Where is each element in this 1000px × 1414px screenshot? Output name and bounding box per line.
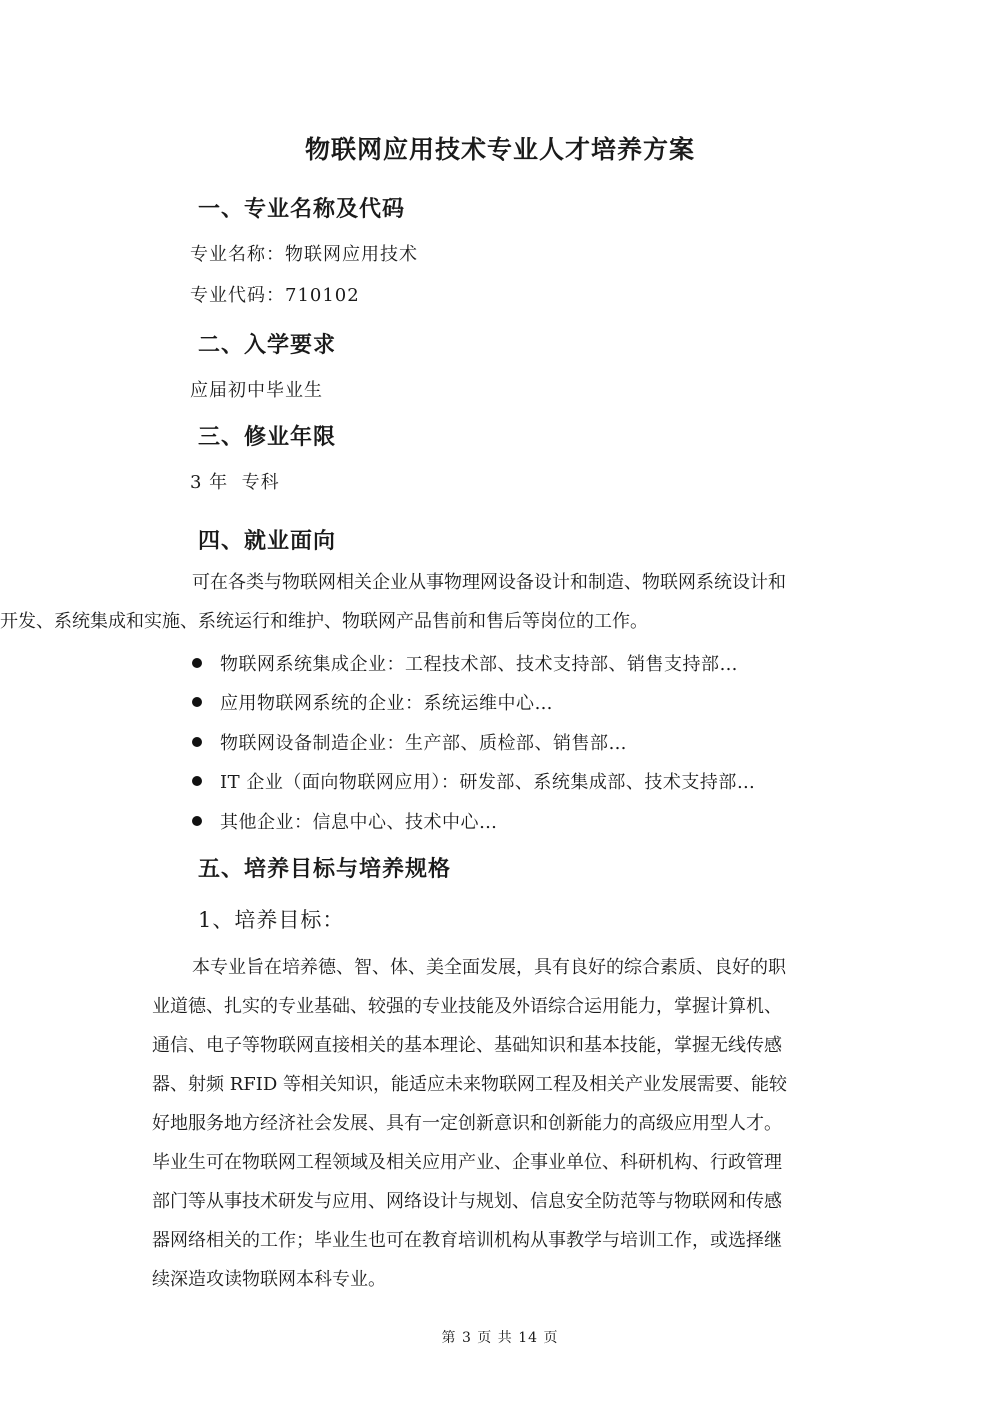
paragraph-line: 器网络相关的工作；毕业生也可在教育培训机构从事教学与培训工作，或选择继 bbox=[152, 1230, 782, 1251]
section-heading-3: 三、修业年限 bbox=[198, 425, 337, 450]
paragraph-line: 器、射频 RFID 等相关知识，能适应未来物联网工程及相关产业发展需要、能较 bbox=[152, 1074, 788, 1095]
paragraph-line: 可在各类与物联网相关企业从事物理网设备设计和制造、物联网系统设计和 bbox=[192, 572, 786, 593]
employment-paragraph bbox=[0, 563, 850, 641]
paragraph-line: 通信、电子等物联网直接相关的基本理论、基础知识和基本技能，掌握无线传感 bbox=[152, 1035, 782, 1056]
paragraph-line: 部门等从事技术研发与应用、网络设计与规划、信息安全防范等与物联网和传感 bbox=[152, 1191, 782, 1212]
document-title: 物联网应用技术专业人才培养方案 bbox=[304, 135, 695, 164]
sub-heading: 1、培养目标： bbox=[198, 908, 345, 932]
list-item-text: 其他企业：信息中心、技术中心… bbox=[220, 812, 498, 833]
section-heading-4: 四、就业面向 bbox=[198, 529, 337, 554]
list-item-text: 应用物联网系统的企业：系统运维中心… bbox=[220, 693, 553, 714]
paragraph-line: 好地服务地方经济社会发展、具有一定创新意识和创新能力的高级应用型人才。 bbox=[152, 1113, 782, 1134]
bullet-icon bbox=[192, 816, 202, 826]
admission-text: 应届初中毕业生 bbox=[190, 380, 323, 401]
training-goal-paragraph bbox=[152, 948, 852, 1299]
page-footer: 第 3 页 共 14 页 bbox=[441, 1330, 559, 1346]
list-item bbox=[192, 650, 738, 676]
paragraph-line: 续深造攻读物联网本科专业。 bbox=[152, 1269, 386, 1290]
major-name-line: 专业名称：物联网应用技术 bbox=[190, 244, 418, 265]
paragraph-line: 本专业旨在培养德、智、体、美全面发展，具有良好的综合素质、良好的职 bbox=[192, 957, 786, 978]
section-heading-5: 五、培养目标与培养规格 bbox=[198, 857, 452, 882]
major-code-line: 专业代码：710102 bbox=[190, 285, 360, 306]
list-item bbox=[192, 808, 498, 834]
duration-text: 3 年 专科 bbox=[190, 472, 280, 493]
bullet-icon bbox=[192, 737, 202, 747]
paragraph-line: 业道德、扎实的专业基础、较强的专业技能及外语综合运用能力，掌握计算机、 bbox=[152, 996, 782, 1017]
paragraph-line: 开发、系统集成和实施、系统运行和维护、物联网产品售前和售后等岗位的工作。 bbox=[0, 611, 648, 632]
bullet-icon bbox=[192, 658, 202, 668]
bullet-icon bbox=[192, 776, 202, 786]
paragraph-line: 毕业生可在物联网工程领域及相关应用产业、企事业单位、科研机构、行政管理 bbox=[152, 1152, 782, 1173]
bullet-icon bbox=[192, 697, 202, 707]
list-item bbox=[192, 689, 553, 715]
list-item-text: 物联网设备制造企业：生产部、质检部、销售部… bbox=[220, 733, 627, 754]
list-item bbox=[192, 729, 627, 755]
list-item bbox=[192, 768, 755, 794]
list-item-text: IT 企业（面向物联网应用）：研发部、系统集成部、技术支持部… bbox=[220, 772, 756, 793]
list-item-text: 物联网系统集成企业：工程技术部、技术支持部、销售支持部… bbox=[220, 654, 738, 675]
section-heading-2: 二、入学要求 bbox=[198, 333, 337, 358]
section-heading-1: 一、专业名称及代码 bbox=[198, 197, 406, 222]
